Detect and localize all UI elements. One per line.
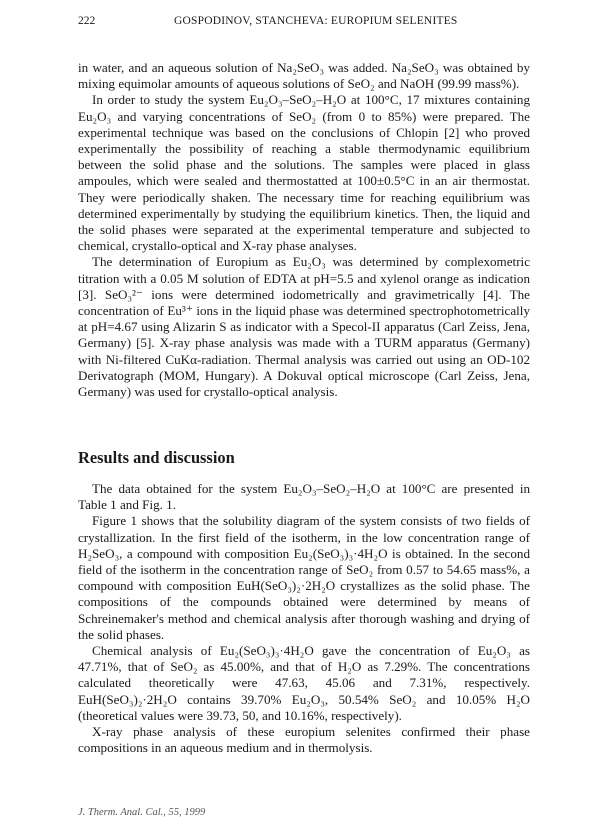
page-number: 222: [78, 15, 96, 27]
paragraph: The determination of Europium as Eu₂O₃ was determined by complexometric titration with a 0.05 M solution of EDTA at pH=5.5 and xylenol orange as indication [3]. SeO₃²⁻ ions were determined iodometrically and gravimetrically [4]. The concentration of Eu³⁺ ions in the liquid phase was determined spectrophotometrically at pH=4.67 using Alizarin S as indicator with a Specol-II apparatus (Carl Zeiss, Jena, Germany) [5]. X-ray phase analysis was made with a TURM apparatus (Germany) with Ni-filtered CuKα-radiation. Thermal analysis was carried out using an OD-102 Derivatograph (MOM, Hungary). A Dokuval optical microscope (Carl Zeiss, Jena, Germany) was used for crystallo-optical analysis.: [78, 254, 530, 400]
paragraph: Chemical analysis of Eu₂(SeO₃)₃·4H₂O gave the concentration of Eu₂O₃ as 47.71%, that of SeO₂ as 45.00%, and that of H₂O as 7.29%. The concentrations calculated theoretically were 47.63, 45.06 and 7.31%, respectively. EuH(SeO₃)₂·2H₂O contains 39.70% Eu₂O₃, 50.54% SeO₂ and 10.05% H₂O (theoretical values were 39.73, 50, and 10.16%, respectively).: [78, 643, 530, 723]
paragraph: In order to study the system Eu₂O₃–SeO₂–H₂O at 100°C, 17 mixtures containing Eu₂O₃ and varying concentrations of SeO₂ (from 0 to 85%) were prepared. The experimental technique was based on the conclusions of Chlopin [2] who proved experimentally the possibility of reaching a stable thermodynamic equilibrium between the solid phase and the solutions. The samples were placed in glass ampoules, which were sealed and thermostatted at 100±0.5°C in an air thermostat. They were periodically shaken. The necessary time for reaching equilibrium was determined experimentally by studying the equilibrium kinetics. Then, the liquid and the solid phases were separated at the experimental temperature and subjected to chemical, crystallo-optical and X-ray phase analyses.: [78, 92, 530, 254]
paragraph: X-ray phase analysis of these europium selenites confirmed their phase compositions in an aqueous medium and in thermolysis.: [78, 724, 530, 756]
body-text-top: [78, 60, 530, 400]
running-header: [78, 15, 530, 33]
section-heading: Results and discussion: [78, 448, 235, 467]
journal-footer: J. Therm. Anal. Cal., 55, 1999: [78, 807, 206, 818]
paragraph: in water, and an aqueous solution of Na₂SeO₃ was added. Na₂SeO₃ was obtained by mixing equimolar amounts of aqueous solutions of SeO₂ and NaOH (99.99 mass%).: [78, 60, 530, 92]
body-text-bottom: [78, 481, 530, 756]
paragraph: Figure 1 shows that the solubility diagram of the system consists of two fields of crystallization. In the first field of the isotherm, in the low concentration range of H₂SeO₃, a compound with composition Eu₂(SeO₃)₃·4H₂O is obtained. In the second field of the isotherm in the concentration range of SeO₂ from 0.57 to 54.65 mass%, a compound with composition EuH(SeO₃)₂·2H₂O crystallizes as the solid phase. The compositions of the compounds obtained were determined by means of Schreinemaker's method and chemical analysis after thorough washing and drying of the solid phases.: [78, 513, 530, 642]
running-head-title: GOSPODINOV, STANCHEVA: EUROPIUM SELENITES: [174, 15, 458, 27]
paragraph: The data obtained for the system Eu₂O₃–SeO₂–H₂O at 100°C are presented in Table 1 and Fig. 1.: [78, 481, 530, 513]
